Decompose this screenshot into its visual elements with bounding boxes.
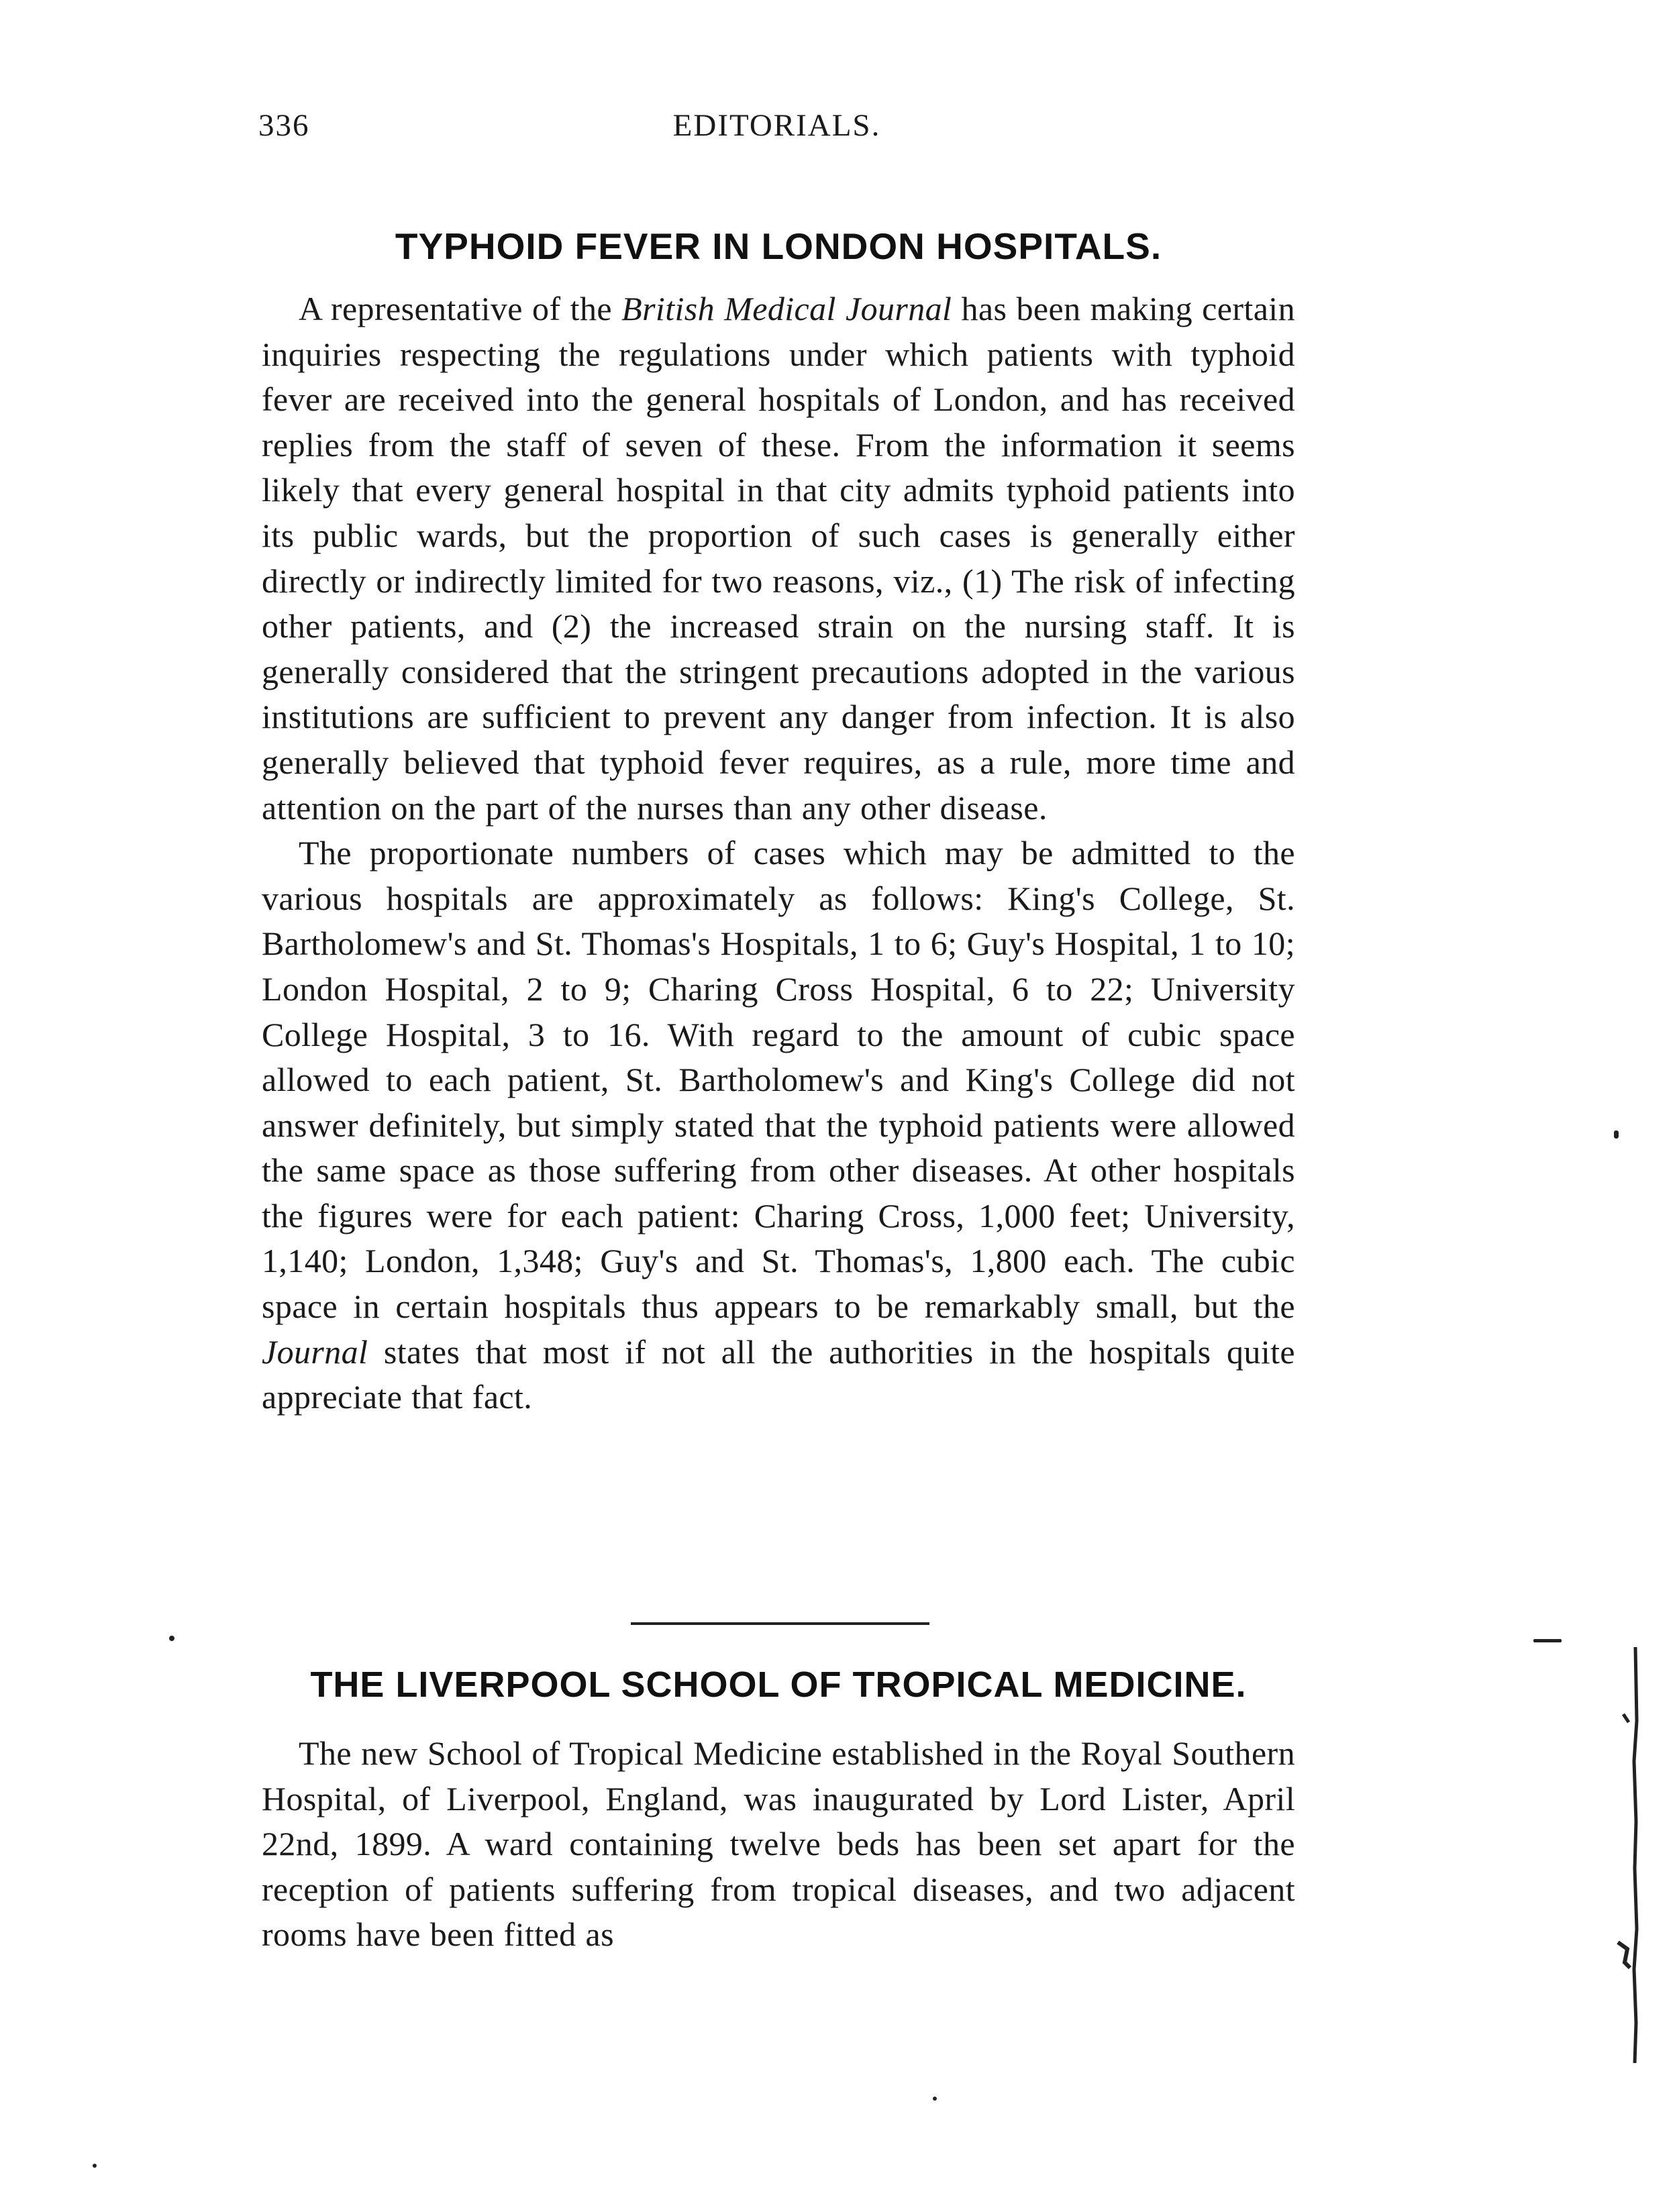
paragraph-text: states that most if not all the authorities in the hospitals quite appreciate that fact.	[262, 1332, 1295, 1416]
scan-speck	[169, 1636, 174, 1641]
article-headline: TYPHOID FEVER IN LONDON HOSPITALS.	[395, 225, 1162, 267]
journal-title-italic: Journal	[262, 1332, 368, 1371]
section-divider	[631, 1622, 929, 1625]
paragraph-text: The proportionate numbers of cases which may be admitted to the various hospitals are approximately as follows: King's College, St. Bartholomew's and St. Thomas's Hospitals, 1 to 6; Guy's Hospital, 1 to 10; London Hospital, 2 to 9; Charing Cross Hospital, 6 to 22; University College Hospital, 3 to 16. With regard to the amount of cubic space allowed to each patient, St. Bartholomew's and King's College did not answer definitely, but simply stated that the typhoid patients were allowed the same space as those suffering from other diseases. At other hospitals the figures were for each patient: Charing Cross, 1,000 feet; University, 1,140; London, 1,348; Guy's and St. Thomas's, 1,800 each. The cubic space in certain hospitals thus appears to be remarkably small, but the	[262, 834, 1295, 1326]
scan-speck	[933, 2097, 937, 2101]
paragraph	[262, 831, 1295, 1420]
journal-title-italic: British Medical Journal	[621, 290, 952, 327]
running-head	[258, 107, 1295, 154]
scan-speck	[1614, 1130, 1619, 1139]
binding-edge-mark	[1614, 1647, 1654, 2063]
paragraph-text: has been making certain inquiries respecting the regulations under which patients with typhoid fever are received into the general hospitals of London, and has received replies from the staff of seven of these. From the information it seems likely that every general hospital in that city admits typhoid patients into its public wards, but the proportion of such cases is generally either directly or indirectly limited for two reasons, viz., (1) The risk of infecting other patients, and (2) the increased strain on the nursing staff. It is generally considered that the stringent precautions adopted in the various institutions are sufficient to prevent any danger from infection. It is also generally believed that typhoid fever requires, as a rule, more time and attention on the part of the nurses than any other disease.	[262, 290, 1295, 827]
paragraph	[262, 1731, 1295, 1958]
article-headline: THE LIVERPOOL SCHOOL OF TROPICAL MEDICINE.	[310, 1665, 1247, 1705]
paragraph-text: The new School of Tropical Medicine established in the Royal Southern Hospital, of Liverpool, England, was inaugurated by Lord Lister, April 22nd, 1899. A ward containing twelve beds has been set apart for the reception of patients suffering from tropical diseases, and two adjacent rooms have been fitted as	[262, 1734, 1295, 1954]
article-liverpool-school	[262, 1664, 1295, 1958]
running-head-title: EDITORIALS.	[672, 108, 881, 143]
scan-speck	[1533, 1639, 1562, 1642]
article-typhoid-fever	[262, 225, 1295, 1420]
scan-speck	[93, 2164, 97, 2168]
paragraph-text: A representative of the	[299, 290, 622, 327]
paragraph	[262, 286, 1295, 831]
page-number: 336	[258, 108, 310, 143]
